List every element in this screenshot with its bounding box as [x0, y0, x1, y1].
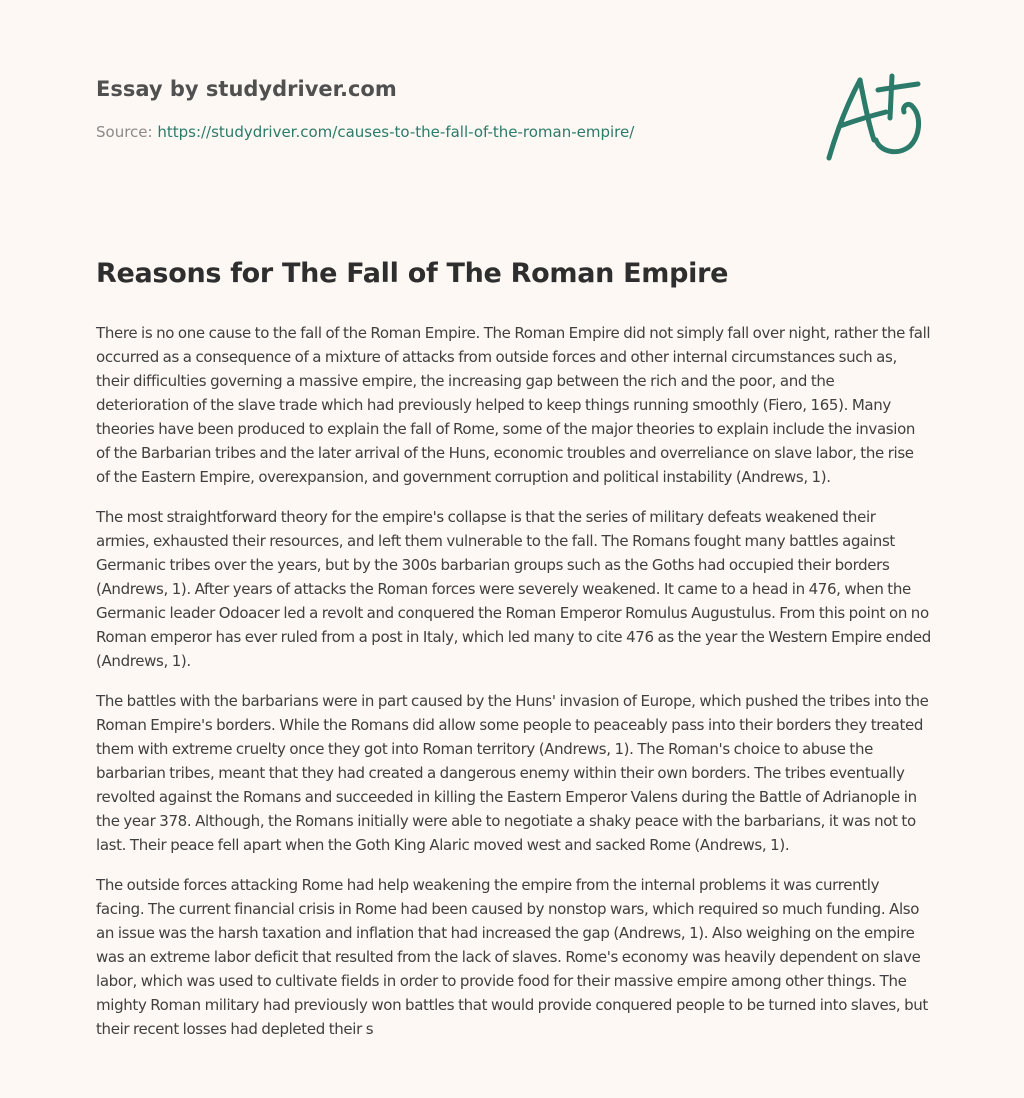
essay-paragraph: There is no one cause to the fall of the Roman Empire. The Roman Empire did not simply fall over night, rather the fall occurred as a consequence of a mixture of attacks from outside forces and other internal circumstances such as, their difficulties governing a massive empire, the increasing gap between the rich and the poor, and the deterioration of the slave trade which had previously helped to keep things running smoothly (Fiero, 165). Many theories have been produced to explain the fall of Rome, some of the major theories to explain include the invasion of the Barbarian tribes and the later arrival of the Huns, economic troubles and overreliance on slave labor, the rise of the Eastern Empire, overexpansion, and government corruption and political instability (Andrews, 1). — [96, 324, 931, 486]
source-line — [96, 122, 796, 142]
brand-title: Essay by studydriver.com — [96, 77, 397, 101]
a-plus-logo-icon — [820, 66, 930, 166]
essay-content — [96, 252, 931, 1057]
essay-paragraph: The battles with the barbarians were in part caused by the Huns' invasion of Europe, which pushed the tribes into the Roman Empire's borders. While the Romans did allow some people to peaceably pass into their borders they treated them with extreme cruelty once they got into Roman territory (Andrews, 1). The Roman's choice to abuse the barbarian tribes, meant that they had created a dangerous enemy within their own borders. The tribes eventually revolted against the Romans and succeeded in killing the Eastern Emperor Valens during the Battle of Adrianople in the year 378. Although, the Romans initially were able to negotiate a shaky peace with the barbarians, it was not to last. Their peace fell apart when the Goth King Alaric moved west and sacked Rome (Andrews, 1). — [96, 692, 929, 854]
essay-paragraph: The most straightforward theory for the empire's collapse is that the series of military defeats weakened their armies, exhausted their resources, and left them vulnerable to the fall. The Romans fought many battles against Germanic tribes over the years, but by the 300s barbarian groups such as the Goths had occupied their borders (Andrews, 1). After years of attacks the Roman forces were severely weakened. It came to a head in 476, when the Germanic leader Odoacer led a revolt and conquered the Roman Emperor Romulus Augustulus. From this point on no Roman emperor has ever ruled from a post in Italy, which led many to cite 476 as the year the Western Empire ended (Andrews, 1). — [96, 508, 931, 670]
page-header — [96, 74, 796, 142]
essay-paragraph: The outside forces attacking Rome had help weakening the empire from the internal problems it was currently facing. The current financial crisis in Rome had been caused by nonstop wars, which required so much funding. Also an issue was the harsh taxation and inflation that had increased the gap (Andrews, 1). Also weighing on the empire was an extreme labor deficit that resulted from the lack of slaves. Rome's economy was heavily dependent on slave labor, which was used to cultivate fields in order to provide food for their massive empire among other things. The mighty Roman military had previously won battles that would provide conquered people to be turned into slaves, but their recent losses had depleted their s — [96, 876, 928, 1038]
essay-title: Reasons for The Fall of The Roman Empire — [96, 258, 729, 289]
source-label: Source: — [96, 123, 158, 141]
source-link[interactable]: https://studydriver.com/causes-to-the-fall-of-the-roman-empire/ — [157, 123, 635, 141]
